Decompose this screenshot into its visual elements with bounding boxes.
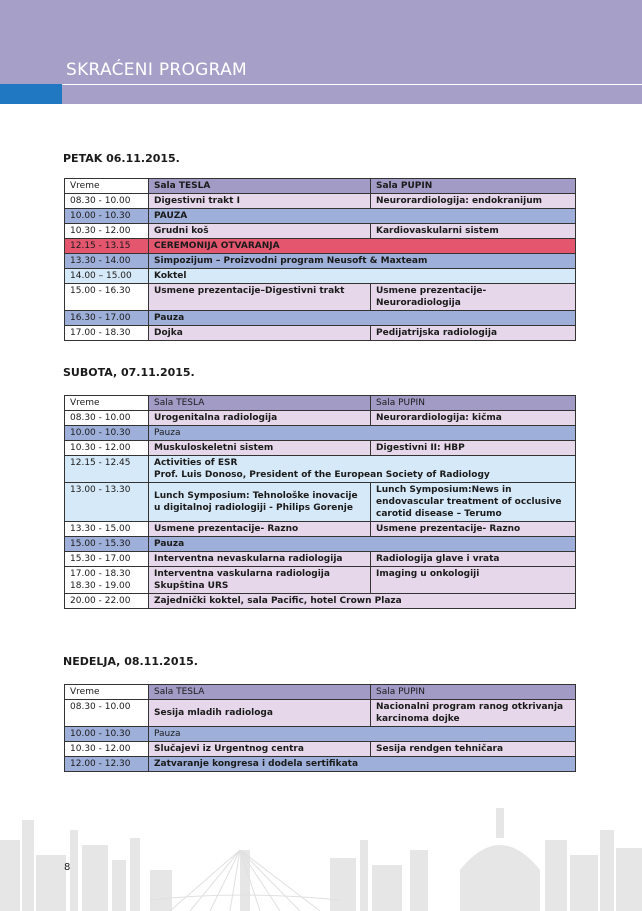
time-cell: 14.00 – 15.00 [65,269,149,284]
hall-tesla-header: Sala TESLA [149,396,371,411]
session-cell: Usmene prezentacije–Digestivni trakt [149,284,371,311]
time-cell: 10.00 - 10.30 [65,727,149,742]
table-row [65,441,576,456]
cocktail-cell: Zajednički koktel, sala Pacific, hotel Crown Plaza [149,594,576,609]
session-cell: Radiologija glave i vrata [371,552,576,567]
table-header-row [65,685,576,700]
table-row [65,311,576,326]
time-cell [65,567,149,594]
session-cell: Digestivni trakt I [149,194,371,209]
break-cell: Pauza [149,727,576,742]
time-cell: 10.30 - 12.00 [65,224,149,239]
time-cell: 20.00 - 22.00 [65,594,149,609]
table-row [65,700,576,727]
table-row [65,742,576,757]
time-cell: 12.15 - 13.15 [65,239,149,254]
session-cell: Nacionalni program ranog otkrivanja karcinoma dojke [371,700,576,727]
session-line: Skupština URS [154,581,229,591]
table-row [65,483,576,522]
time-cell: 15.30 - 17.00 [65,552,149,567]
table-row [65,209,576,224]
session-cell: Sesija rendgen tehničara [371,742,576,757]
page-number: 8 [64,862,71,873]
session-cell: Pedijatrijska radiologija [371,326,576,341]
esr-speaker: Prof. Luis Donoso, President of the European Society of Radiology [154,470,490,480]
time-cell: 08.30 - 10.00 [65,700,149,727]
session-cell: Dojka [149,326,371,341]
table-row [65,254,576,269]
program-table-sunday [64,684,576,772]
header-accent-block [0,84,62,104]
symposium-cell: Simpozijum – Proizvodni program Neusoft & Maxteam [149,254,576,269]
table-row [65,522,576,537]
session-cell: Neurorardiologija: endokranijum [371,194,576,209]
table-row [65,326,576,341]
time-cell: 13.30 - 15.00 [65,522,149,537]
table-row [65,727,576,742]
table-row [65,284,576,311]
session-cell: Sesija mladih radiologa [149,700,371,727]
time-header: Vreme [65,179,149,194]
time-cell: 10.30 - 12.00 [65,441,149,456]
program-table-saturday [64,395,576,609]
table-row [65,426,576,441]
time-cell: 08.30 - 10.00 [65,411,149,426]
hall-tesla-header: Sala TESLA [149,685,371,700]
session-cell: Grudni koš [149,224,371,239]
session-cell: Usmene prezentacije- Razno [149,522,371,537]
page-title: SKRAĆENI PROGRAM [66,60,247,80]
table-row [65,552,576,567]
table-row [65,269,576,284]
table-row [65,567,576,594]
time-header: Vreme [65,396,149,411]
break-cell: PAUZA [149,209,576,224]
lunch-symposium-pupin: Lunch Symposium:News in endovascular treatment of occlusive carotid disease – Terumo [371,483,576,522]
time-cell: 17.00 - 18.30 [65,326,149,341]
session-cell: Usmene prezentacije- Neuroradiologija [371,284,576,311]
table-row [65,456,576,483]
session-cell: Slučajevi iz Urgentnog centra [149,742,371,757]
cocktail-cell: Koktel [149,269,576,284]
table-row [65,224,576,239]
break-cell: Pauza [149,537,576,552]
hall-pupin-header: Sala PUPIN [371,179,576,194]
time-header: Vreme [65,685,149,700]
time-line: 18.30 - 19.00 [70,581,131,591]
time-cell: 13.00 - 13.30 [65,483,149,522]
day-title-sunday: NEDELJA, 08.11.2015. [63,655,198,668]
session-cell: Imaging u onkologiji [371,567,576,594]
table-row [65,411,576,426]
table-row [65,239,576,254]
program-table-friday [64,178,576,341]
time-cell: 10.00 - 10.30 [65,426,149,441]
esr-title: Activities of ESR [154,458,238,468]
time-cell: 08.30 - 10.00 [65,194,149,209]
time-cell: 10.30 - 12.00 [65,742,149,757]
table-row [65,537,576,552]
table-row [65,757,576,772]
city-skyline-illustration [0,800,642,911]
session-cell: Usmene prezentacije- Razno [371,522,576,537]
table-header-row [65,396,576,411]
closing-cell: Zatvaranje kongresa i dodela sertifikata [149,757,576,772]
time-cell: 15.00 - 15.30 [65,537,149,552]
time-cell: 12.00 - 12.30 [65,757,149,772]
time-cell: 13.30 - 14.00 [65,254,149,269]
lunch-symposium-tesla: Lunch Symposium: Tehnološke inovacije u digitalnoj radiologiji - Philips Gorenje [149,483,371,522]
session-cell: Digestivni II: HBP [371,441,576,456]
time-cell: 10.00 - 10.30 [65,209,149,224]
session-cell: Kardiovaskularni sistem [371,224,576,239]
esr-cell [149,456,576,483]
session-cell: Neurorardiologija: kičma [371,411,576,426]
day-title-friday: PETAK 06.11.2015. [63,152,180,165]
ceremony-cell: CEREMONIJA OTVARANJA [149,239,576,254]
session-line: Interventna vaskularna radiologija [154,569,330,579]
table-row [65,594,576,609]
session-cell [149,567,371,594]
time-cell: 16.30 - 17.00 [65,311,149,326]
time-line: 17.00 - 18.30 [70,569,131,579]
session-cell: Interventna nevaskularna radiologija [149,552,371,567]
day-title-saturday: SUBOTA, 07.11.2015. [63,366,195,379]
break-cell: Pauza [149,311,576,326]
hall-pupin-header: Sala PUPIN [371,396,576,411]
break-cell: Pauza [149,426,576,441]
header-divider [62,84,642,85]
hall-tesla-header: Sala TESLA [149,179,371,194]
time-cell: 12.15 - 12.45 [65,456,149,483]
table-header-row [65,179,576,194]
session-cell: Urogenitalna radiologija [149,411,371,426]
session-cell: Muskuloskeletni sistem [149,441,371,456]
header-band [0,0,642,104]
table-row [65,194,576,209]
hall-pupin-header: Sala PUPIN [371,685,576,700]
time-cell: 15.00 - 16.30 [65,284,149,311]
